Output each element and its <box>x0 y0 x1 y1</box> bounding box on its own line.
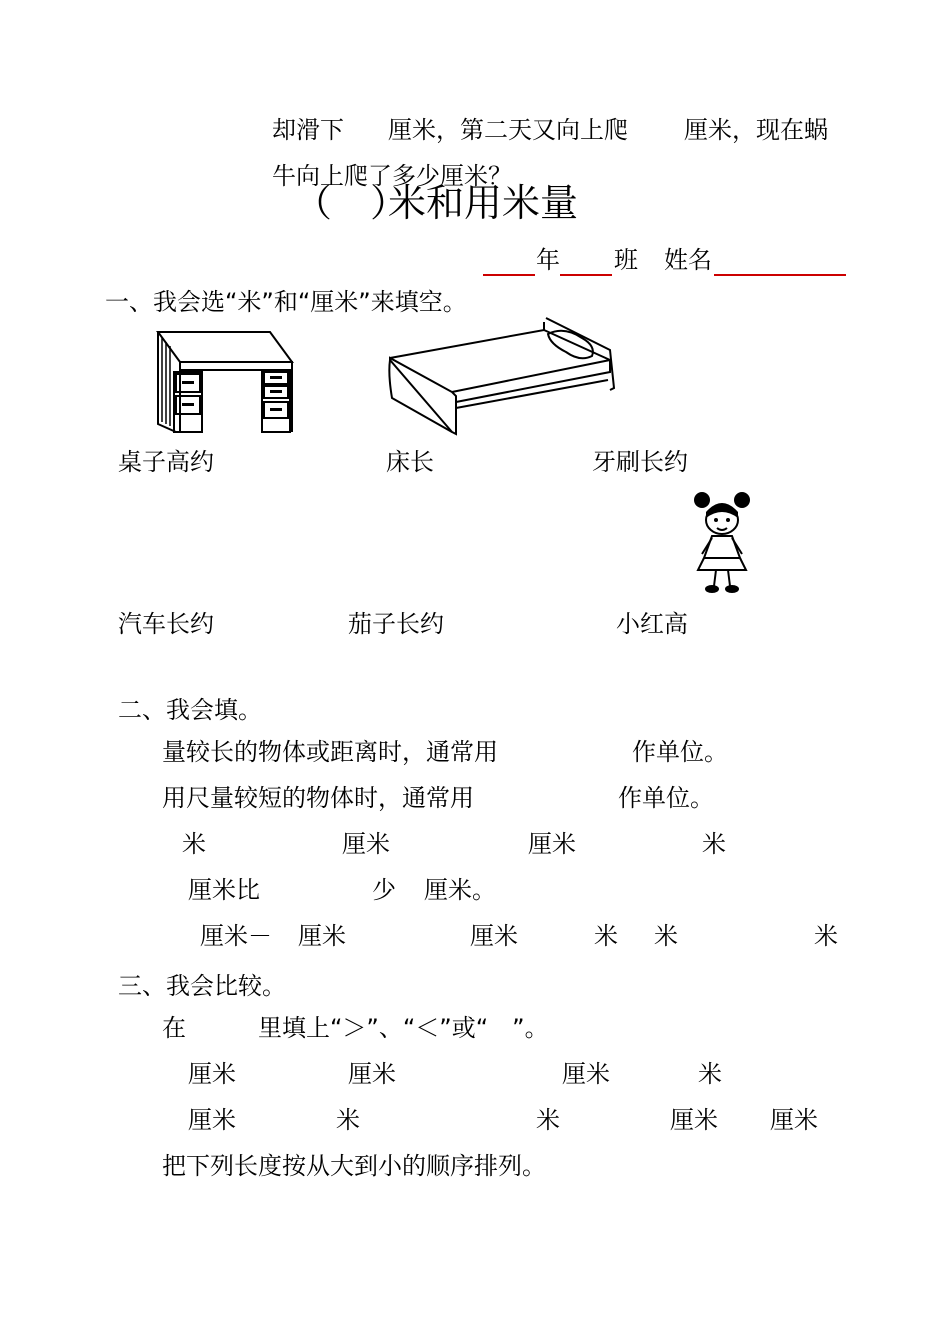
eggplant-label: 茄子长约 <box>348 610 444 638</box>
section1-heading: 一、我会选“米”和“厘米”来填空。 <box>105 288 467 316</box>
class-label: 班 <box>614 246 638 274</box>
overflow-text-1a: 却滑下 <box>272 116 344 144</box>
s3-row2-unit: 厘米 <box>670 1106 718 1134</box>
s2-line2-text: 用尺量较短的物体时，通常用 <box>162 784 474 812</box>
toothbrush-label: 牙刷长约 <box>592 448 688 476</box>
title-paren: （ ） <box>294 181 409 225</box>
grade-blank[interactable] <box>483 274 535 276</box>
s2-line5-unit: 米 <box>814 922 838 950</box>
overflow-text-1b: 厘米，第二天又向上爬 <box>388 116 628 144</box>
class-blank[interactable] <box>560 274 612 276</box>
s2-line5-unit: 厘米 <box>298 922 346 950</box>
s2-line4-a: 厘米比 <box>188 876 260 904</box>
s3-row2-unit: 厘米 <box>188 1106 236 1134</box>
name-blank[interactable] <box>714 274 846 276</box>
s3-row1-unit: 厘米 <box>348 1060 396 1088</box>
s3-row1-unit: 厘米 <box>188 1060 236 1088</box>
s2-line4-b: 少 <box>372 876 396 904</box>
desk-image <box>150 328 300 438</box>
s3-row1-unit: 厘米 <box>562 1060 610 1088</box>
s3-row2-unit: 厘米 <box>770 1106 818 1134</box>
grade-label: 年 <box>536 246 560 274</box>
s2-line1-text: 量较长的物体或距离时，通常用 <box>162 738 498 766</box>
s2-line5-unit: 米 <box>654 922 678 950</box>
s2-line3-unit: 厘米 <box>342 830 390 858</box>
section3-heading: 三、我会比较。 <box>118 972 286 1000</box>
s2-line3-unit: 厘米 <box>528 830 576 858</box>
bed-label: 床长 <box>386 448 434 476</box>
girl-image <box>690 488 754 598</box>
desk-label: 桌子高约 <box>118 448 214 476</box>
bed-image <box>384 312 620 436</box>
page-title: 米和用米量 <box>388 181 579 225</box>
s2-line5-unit: 米 <box>594 922 618 950</box>
s3-instruction: 在 里填上“＞”、“＜”或“ ”。 <box>162 1014 549 1042</box>
s2-line2-end: 作单位。 <box>618 784 714 812</box>
s3-row2-unit: 米 <box>336 1106 360 1134</box>
overflow-text-2: 牛向上爬了多少厘米？ <box>272 162 512 190</box>
s2-line1-end: 作单位。 <box>632 738 728 766</box>
s2-line3-unit: 米 <box>182 830 206 858</box>
s2-line5-unit: 厘米－ <box>200 922 272 950</box>
s3-row2-unit: 米 <box>536 1106 560 1134</box>
car-label: 汽车长约 <box>118 610 214 638</box>
section2-heading: 二、我会填。 <box>118 696 262 724</box>
s3-order-instruction: 把下列长度按从大到小的顺序排列。 <box>162 1152 546 1180</box>
overflow-text-1c: 厘米，现在蜗 <box>684 116 828 144</box>
s2-line5-unit: 厘米 <box>470 922 518 950</box>
xiaohong-label: 小红高 <box>616 610 688 638</box>
s3-row1-unit: 米 <box>698 1060 722 1088</box>
name-label: 姓名 <box>664 246 712 274</box>
s2-line4-c: 厘米。 <box>424 876 496 904</box>
s2-line3-unit: 米 <box>702 830 726 858</box>
